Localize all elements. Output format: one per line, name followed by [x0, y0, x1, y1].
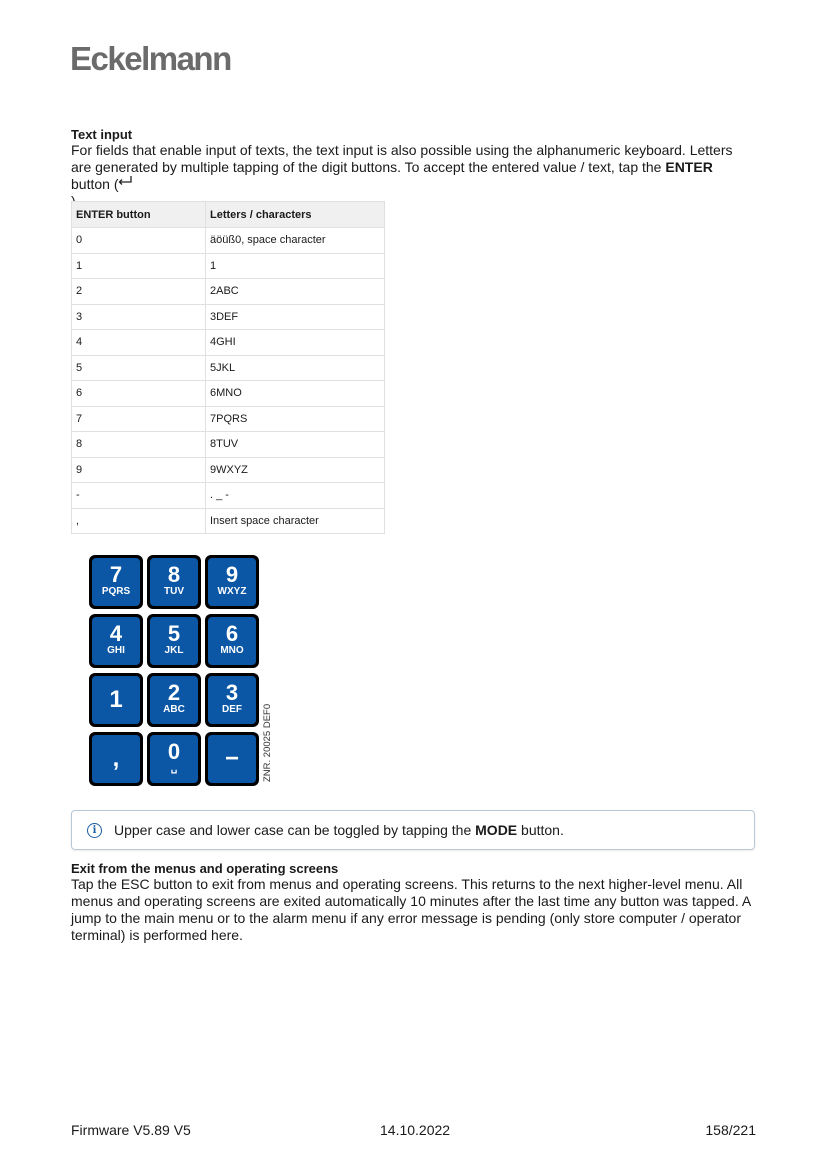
- key-letters: PQRS: [101, 586, 131, 597]
- section-paragraph: For fields that enable input of texts, the text input is also possible using the alphanumeric keyboard. Letters are generated by multiple tapping of the digit buttons. To accept the entered value / text, tap the ENTER button (: [71, 142, 733, 192]
- table-row: [72, 279, 385, 305]
- table-row: [72, 304, 385, 330]
- section-heading: Exit from the menus and operating screens: [71, 861, 339, 876]
- keypad-key: [205, 673, 259, 727]
- note-text: Upper case and lower case can be toggled by tapping the MODE button.: [114, 822, 564, 838]
- characters-cell: . _ -: [206, 483, 385, 509]
- keypad-key: [147, 732, 201, 786]
- key-digit: 1: [109, 686, 123, 713]
- key-mapping-table: [71, 201, 385, 534]
- key-cell: ,: [72, 508, 206, 534]
- table-row: [72, 253, 385, 279]
- key-cell: 6: [72, 381, 206, 407]
- table-row: [72, 406, 385, 432]
- section-paragraph: Tap the ESC button to exit from menus and operating screens. This returns to the next higher-level menu. All menus and operating screens are exited automatically 10 minutes after the last time any button was tapped. A jump to the main menu or to the alarm menu if any error message is pending (only store computer / operator terminal) is performed here.: [71, 876, 751, 943]
- keypad-key: [205, 732, 259, 786]
- key-cell: 0: [72, 228, 206, 254]
- key-letters: TUV: [164, 586, 184, 597]
- characters-cell: 6MNO: [206, 381, 385, 407]
- key-digit: 2: [167, 680, 181, 705]
- key-cell: 4: [72, 330, 206, 356]
- table-header-row: [72, 202, 385, 228]
- table-row: [72, 381, 385, 407]
- key-letters: DEF: [222, 704, 242, 715]
- key-letters: ABC: [163, 704, 185, 715]
- key-letters: WXYZ: [217, 586, 247, 597]
- key-letters: MNO: [220, 645, 244, 656]
- table-row: [72, 355, 385, 381]
- key-letters: ␣: [170, 763, 178, 774]
- keypad-key: [89, 732, 143, 786]
- characters-cell: 3DEF: [206, 304, 385, 330]
- key-letters: JKL: [164, 645, 184, 656]
- key-digit: 8: [167, 562, 181, 587]
- key-digit: 9: [225, 562, 239, 587]
- characters-cell: 2ABC: [206, 279, 385, 305]
- characters-cell: Insert space character: [206, 508, 385, 534]
- table-row: [72, 508, 385, 534]
- key-digit: 0: [167, 739, 181, 764]
- key-digit: 3: [225, 680, 239, 705]
- keypad-key: [89, 673, 143, 727]
- table-row: [72, 432, 385, 458]
- key-cell: 5: [72, 355, 206, 381]
- footer-firmware: Firmware V5.89 V5: [71, 1122, 191, 1138]
- key-digit: 5: [167, 621, 181, 646]
- characters-cell: 7PQRS: [206, 406, 385, 432]
- key-cell: 2: [72, 279, 206, 305]
- characters-cell: 1: [206, 253, 385, 279]
- keypad-key: [205, 614, 259, 668]
- enter-icon: [118, 176, 132, 186]
- table-row: [72, 457, 385, 483]
- info-note: [71, 810, 755, 850]
- key-digit: 7: [109, 562, 123, 587]
- key-letters: GHI: [107, 645, 125, 656]
- keypad-key: [205, 555, 259, 609]
- key-cell: 8: [72, 432, 206, 458]
- characters-cell: 5JKL: [206, 355, 385, 381]
- column-header: Letters / characters: [206, 202, 385, 228]
- key-cell: 1: [72, 253, 206, 279]
- footer-page-number: 158/221: [705, 1122, 756, 1138]
- info-icon: i: [87, 823, 102, 838]
- text-input-section: [71, 127, 755, 210]
- key-digit: ,: [112, 745, 120, 772]
- exit-section: [71, 861, 755, 944]
- figure-caption: ZNR. 20025 DEF0: [262, 703, 273, 782]
- key-cell: -: [72, 483, 206, 509]
- footer-date: 14.10.2022: [380, 1122, 451, 1138]
- column-header: ENTER button: [72, 202, 206, 228]
- table-row: [72, 228, 385, 254]
- section-heading: Text input: [71, 127, 133, 142]
- keypad-key: [147, 673, 201, 727]
- keypad-key: [89, 555, 143, 609]
- company-logo: Eckelmann: [70, 40, 231, 77]
- key-digit: 6: [225, 621, 239, 646]
- key-cell: 3: [72, 304, 206, 330]
- characters-cell: 8TUV: [206, 432, 385, 458]
- table-row: [72, 483, 385, 509]
- keypad-key: [89, 614, 143, 668]
- key-digit: 4: [109, 621, 123, 646]
- key-digit: −: [224, 745, 239, 772]
- key-cell: 7: [72, 406, 206, 432]
- characters-cell: 9WXYZ: [206, 457, 385, 483]
- table-row: [72, 330, 385, 356]
- keypad-key: [147, 555, 201, 609]
- keypad-key: [147, 614, 201, 668]
- key-cell: 9: [72, 457, 206, 483]
- characters-cell: 4GHI: [206, 330, 385, 356]
- characters-cell: äöüß0, space character: [206, 228, 385, 254]
